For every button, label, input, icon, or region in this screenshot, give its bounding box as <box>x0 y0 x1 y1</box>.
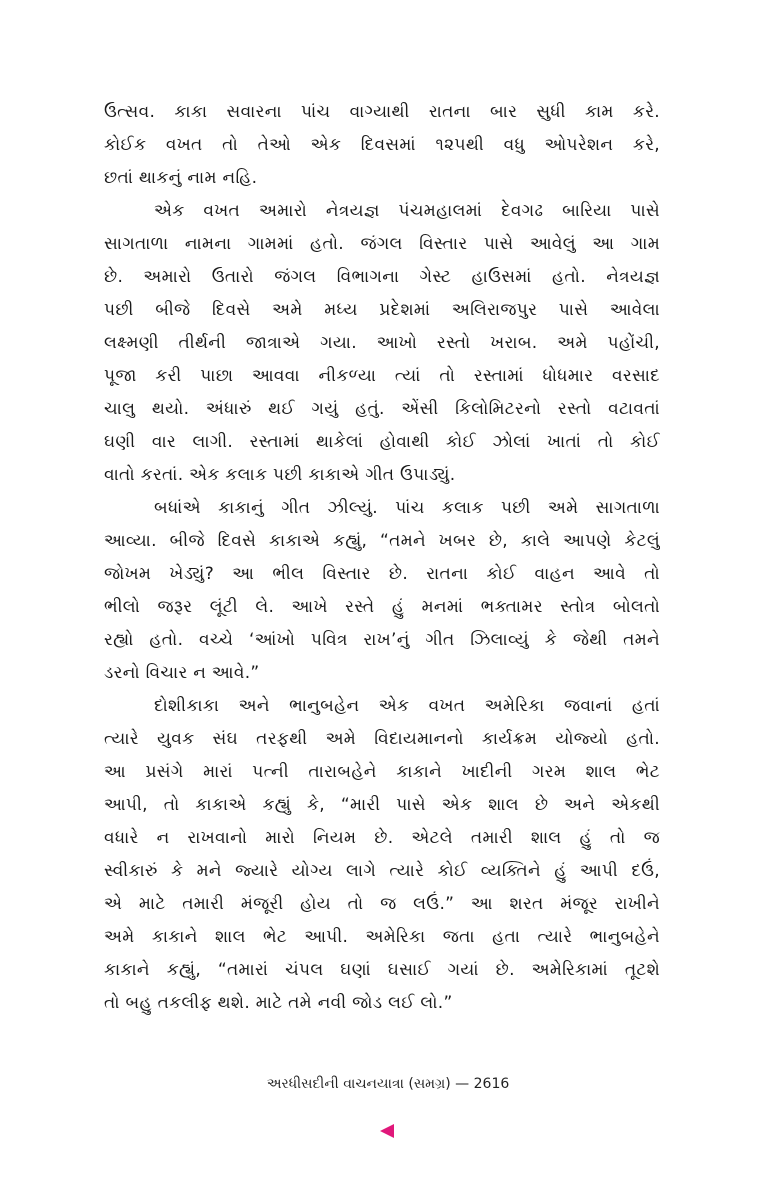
text-line: ઘણી વાર લાગી. રસ્તામાં થાકેલાં હોવાથી કોઈ ઝોલાં ખાતાં તો કોઈ <box>104 432 660 452</box>
paragraph <box>104 492 660 690</box>
text-line: બધાંએ કાકાનું ગીત ઝીલ્યું. પાંચ કલાક પછી અમે સાગતાળા <box>154 498 660 518</box>
text-line: છતાં થાકનું નામ નહિ. <box>104 168 258 188</box>
text-line: કાકાને કહ્યું, “તમારાં ચંપલ ઘણાં ઘસાઈ ગયાં છે. અમેરિકામાં તૂટશે <box>104 960 660 980</box>
text-line: સ્વીકારું કે મને જ્યારે યોગ્ય લાગે ત્યારે કોઈ વ્યક્તિને હું આપી દઉં, <box>104 861 660 881</box>
text-line: એક વખત અમારો નેત્રયજ્ઞ પંચમહાલમાં દેવગઢ બારિયા પાસે <box>154 201 660 221</box>
paragraph <box>104 96 660 195</box>
text-line: પછી બીજે દિવસે અમે મધ્ય પ્રદેશમાં અલિરાજપુર પાસે આવેલા <box>104 300 660 320</box>
text-line: લક્ષ્મણી તીર્થની જાત્રાએ ગયા. આખો રસ્તો ખરાબ. અમે પહોંચી, <box>104 333 660 353</box>
text-line: જોખમ ખેડ્યું? આ ભીલ વિસ્તાર છે. રાતના કોઈ વાહન આવે તો <box>104 564 660 584</box>
paragraph <box>104 690 660 1020</box>
page-footer: અરધીસદીની વાચનયાત્રા (સમગ્ર) — 2616 <box>266 1076 510 1092</box>
text-line: આ પ્રસંગે મારાં પત્ની તારાબહેને કાકાને ખાદીની ગરમ શાલ ભેટ <box>104 762 660 782</box>
text-line: ડરનો વિચાર ન આવે.” <box>104 663 260 683</box>
text-line: પૂજા કરી પાછા આવવા નીકળ્યા ત્યાં તો રસ્તામાં ધોધમાર વરસાદ <box>104 366 660 386</box>
text-line: આવ્યા. બીજે દિવસે કાકાએ કહ્યું, “તમને ખબર છે, કાલે આપણે કેટલું <box>104 531 660 551</box>
text-line: ચાલુ થયો. અંધારું થઈ ગયું હતું. એંસી કિલોમિટરનો રસ્તો વટાવતાં <box>104 399 660 419</box>
text-line: દોશીકાકા અને ભાનુબહેન એક વખત અમેરિકા જવાનાં હતાં <box>154 696 660 716</box>
text-line: ઉત્સવ. કાકા સવારના પાંચ વાગ્યાથી રાતના બાર સુધી કામ કરે. <box>104 102 660 122</box>
text-line: એ માટે તમારી મંજૂરી હોય તો જ લઉં.” આ શરત મંજૂર રાખીને <box>104 894 660 914</box>
previous-page-arrow-icon[interactable] <box>380 1124 394 1138</box>
paragraph <box>104 195 660 492</box>
text-line: કોઈક વખત તો તેઓ એક દિવસમાં ૧૨૫થી વધુ ઓપરેશન કરે, <box>104 135 660 155</box>
text-line: આપી, તો કાકાએ કહ્યું કે, “મારી પાસે એક શાલ છે અને એકથી <box>104 795 660 815</box>
text-line: ભીલો જરૂર લૂંટી લે. આખે રસ્તે હું મનમાં ભક્તામર સ્તોત્ર બોલતો <box>104 597 660 617</box>
text-line: છે. અમારો ઉતારો જંગલ વિભાગના ગેસ્ટ હાઉસમાં હતો. નેત્રયજ્ઞ <box>104 267 660 287</box>
text-line: વાતો કરતાં. એક કલાક પછી કાકાએ ગીત ઉપાડ્યું. <box>104 465 456 485</box>
text-line: સાગતાળા નામના ગામમાં હતો. જંગલ વિસ્તાર પાસે આવેલું આ ગામ <box>104 234 660 254</box>
text-line: ત્યારે યુવક સંઘ તરફથી અમે વિદાયમાનનો કાર્યક્રમ યોજ્યો હતો. <box>104 729 660 749</box>
text-line: વધારે ન રાખવાનો મારો નિયમ છે. એટલે તમારી શાલ હું તો જ <box>104 828 660 848</box>
page-body <box>104 96 660 1020</box>
text-line: અમે કાકાને શાલ ભેટ આપી. અમેરિકા જતા હતા ત્યારે ભાનુબહેને <box>104 927 660 947</box>
text-line: તો બહુ તકલીફ થશે. માટે તમે નવી જોડ લઈ લો.” <box>104 993 453 1013</box>
text-line: રહ્યો હતો. વચ્ચે ‘આંખો પવિત્ર રાખ’નું ગીત ઝિલાવ્યું કે જેથી તમને <box>104 630 660 650</box>
